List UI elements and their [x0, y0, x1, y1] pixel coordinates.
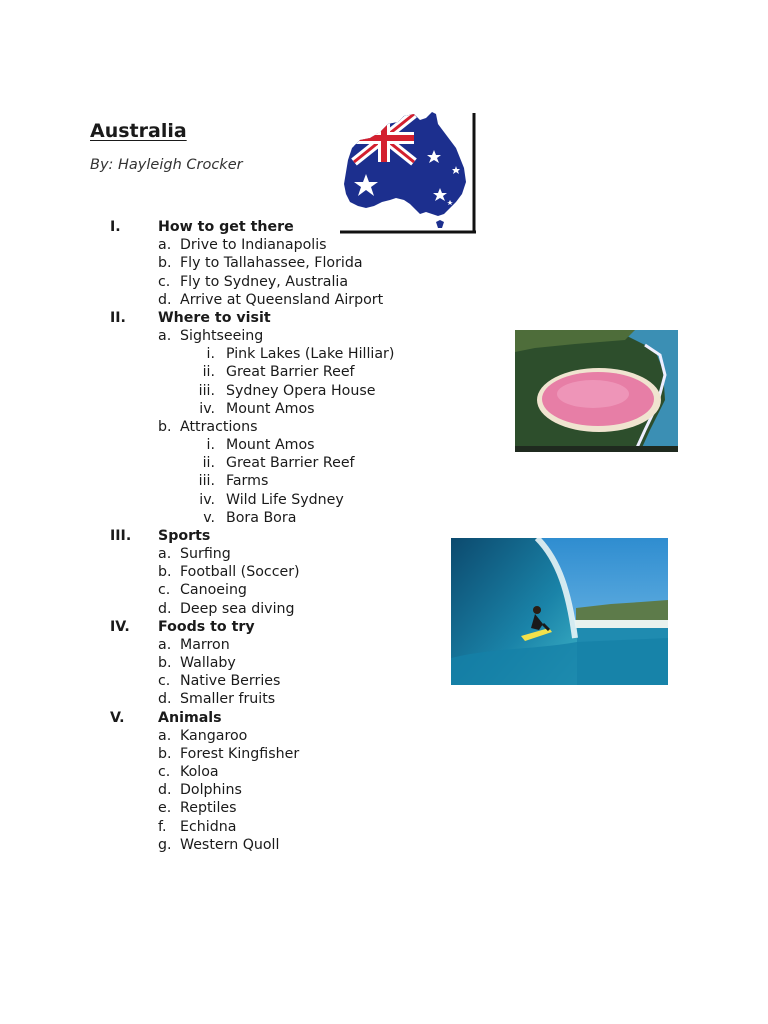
list-item-marker: c. — [158, 673, 171, 690]
list-item-marker: f. — [158, 818, 167, 835]
sub-list-item-label: Bora Bora — [226, 509, 297, 526]
sub-list-item-label: Mount Amos — [226, 437, 315, 454]
list-item-marker: c. — [158, 764, 171, 781]
surfer-on-wave-photo — [451, 538, 668, 685]
list-item-label: Wallaby — [180, 655, 236, 672]
list-item-label: Native Berries — [180, 673, 281, 690]
list-item-label: Dolphins — [180, 782, 242, 799]
sub-list-item-marker: i. — [206, 346, 215, 363]
list-item-marker: b. — [158, 564, 172, 581]
list-item-marker: g. — [158, 836, 172, 853]
list-item-label: Smaller fruits — [180, 691, 276, 708]
sub-list-item-marker: i. — [206, 437, 215, 454]
sub-list-item-marker: iv. — [199, 491, 215, 508]
sub-list-item-label: Wild Life Sydney — [226, 491, 344, 508]
list-item-label: Surfing — [180, 546, 231, 563]
section-heading-label: Animals — [158, 709, 222, 726]
list-item-marker: a. — [158, 546, 172, 563]
list-item-marker: b. — [158, 255, 172, 272]
sub-list-item-label: Great Barrier Reef — [226, 455, 355, 472]
sub-list-item-label: Sydney Opera House — [226, 382, 376, 399]
section-heading-marker: V. — [110, 709, 125, 726]
list-item-marker: d. — [158, 291, 172, 308]
sub-list-item-marker: iii. — [198, 382, 215, 399]
list-item-label: Fly to Tallahassee, Florida — [180, 255, 363, 272]
sub-list-item-label: Pink Lakes (Lake Hilliar) — [226, 346, 395, 363]
section-heading-label: How to get there — [158, 219, 294, 235]
list-item-label: Football (Soccer) — [180, 564, 300, 581]
list-item-marker: b. — [158, 418, 172, 435]
section-heading-label: Where to visit — [158, 309, 271, 326]
list-item-label: Koloa — [180, 764, 219, 781]
list-item-label: Deep sea diving — [180, 600, 295, 617]
section-heading-label: Foods to try — [158, 618, 255, 635]
list-item-marker: a. — [158, 636, 172, 653]
list-item-label: Arrive at Queensland Airport — [180, 291, 384, 308]
list-item-marker: e. — [158, 800, 172, 817]
sub-list-item-marker: v. — [203, 509, 215, 526]
list-item-label: Drive to Indianapolis — [180, 237, 327, 254]
section-heading-marker: IV. — [110, 618, 130, 635]
page-title: Australia — [90, 120, 187, 142]
list-item-marker: d. — [158, 691, 172, 708]
section-heading-label: Sports — [158, 527, 211, 544]
australia-flag-map-image — [340, 110, 478, 235]
list-item-label: Echidna — [180, 818, 237, 835]
sub-list-item-marker: iii. — [198, 473, 215, 490]
list-item-label: Reptiles — [180, 800, 237, 817]
sub-list-item-marker: iv. — [199, 400, 215, 417]
sub-list-item-label: Mount Amos — [226, 400, 315, 417]
list-item-label: Fly to Sydney, Australia — [180, 273, 349, 290]
section-heading-marker: I. — [110, 219, 121, 235]
list-item-marker: a. — [158, 328, 172, 345]
list-item-label: Marron — [180, 636, 230, 653]
sub-list-item-label: Farms — [226, 473, 269, 490]
list-item-marker: d. — [158, 600, 172, 617]
list-item-marker: b. — [158, 655, 172, 672]
sub-list-item-marker: ii. — [202, 364, 215, 381]
list-item-marker: d. — [158, 782, 172, 799]
list-item-label: Western Quoll — [180, 836, 280, 853]
section-heading-marker: III. — [110, 527, 132, 544]
author-byline: By: Hayleigh Crocker — [90, 157, 243, 173]
list-item-label: Sightseeing — [180, 328, 264, 345]
list-item-marker: a. — [158, 727, 172, 744]
list-item-marker: c. — [158, 273, 171, 290]
pink-lake-aerial-photo — [515, 330, 678, 452]
section-heading-marker: II. — [110, 309, 126, 326]
sub-list-item-marker: ii. — [202, 455, 215, 472]
list-item-marker: b. — [158, 745, 172, 762]
list-item-label: Forest Kingfisher — [180, 745, 300, 762]
list-item-label: Attractions — [180, 418, 258, 435]
sub-list-item-label: Great Barrier Reef — [226, 364, 355, 381]
list-item-marker: a. — [158, 237, 172, 254]
list-item-marker: c. — [158, 582, 171, 599]
list-item-label: Kangaroo — [180, 727, 248, 744]
list-item-label: Canoeing — [180, 582, 247, 599]
